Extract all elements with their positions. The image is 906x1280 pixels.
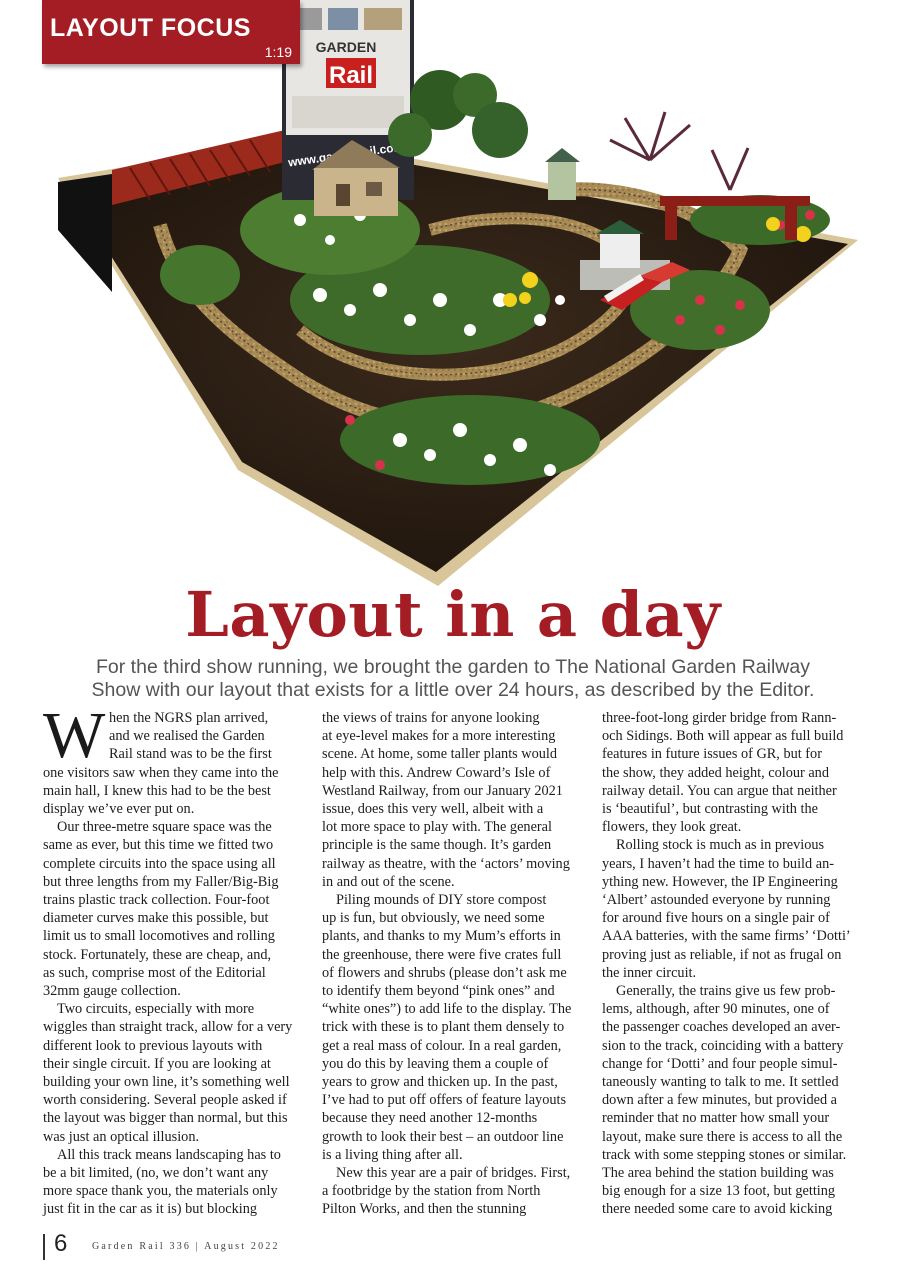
banner-title-top: GARDEN [315,39,377,55]
body-text-line: ‘Albert’ astounded everyone by running [602,892,831,909]
body-text-line: the show, they added height, colour and [602,764,829,781]
body-text-line: stock. Fortunately, these are cheap, and, [43,946,272,963]
body-text-line: be a bit limited, (no, we don’t want any [43,1165,269,1182]
standfirst-line: For the third show running, we brought the garden to The National Garden Railway [96,656,810,678]
body-text-line: is ‘beautiful’, but contrasting with the [602,801,818,818]
body-text-line: get a real mass of colour. In a real garden, [322,1037,562,1054]
body-text-line: display we’ve ever put on. [43,801,195,818]
page-number: 6 [54,1230,68,1257]
body-text-line: a footbridge by the station from North [322,1183,541,1200]
body-text-line: “white ones”) to add life to the display. The [322,1001,572,1018]
body-text-line: years, I haven’t had the time to build an- [602,855,834,872]
body-text-line: just fit in the car as it is) but blocking [43,1201,258,1218]
body-text-line: Pilton Works, and then the stunning [322,1201,527,1218]
body-text-line: in and out of the scene. [322,873,455,890]
body-column-3 [602,709,864,1219]
body-text-line: the views of trains for anyone looking [322,710,540,726]
body-text-line: Our three-metre square space was the [57,819,272,836]
layout-photo [0,0,906,590]
body-text-line: building your own line, it’s something well [43,1074,290,1091]
body-text-line: same as ever, but this time we fitted two [43,837,274,854]
body-text-line: worth considering. Several people asked if [43,1092,287,1109]
body-column-2 [322,709,584,1219]
body-text-line: issue, does this very well, albeit with a [322,801,544,818]
footer-issue: Garden Rail 336 | August 2022 [92,1241,280,1252]
folio-divider [43,1234,45,1260]
body-text-line: principle is the same though. It’s garden [322,837,552,854]
body-text-line: railway as theatre, with the ‘actors’ moving [322,855,570,872]
body-text-line: as such, comprise most of the Editorial [43,964,266,981]
body-text-line: wiggles than straight track, allow for a very [43,1019,293,1036]
body-text-line: more space thank you, the materials only [43,1183,278,1200]
body-text-line: plants, and thanks to my Mum’s efforts in [322,928,561,945]
body-text-line: years to grow and thicken up. In the past, [322,1074,558,1091]
body-text-line: trick with these is to plant them densely to [322,1019,565,1036]
body-text-line: railway detail. You can argue that neither [602,782,837,799]
body-text-line: sion to the track, coinciding with a battery [602,1037,844,1054]
body-text-line: layout, make sure there is access to all the [602,1128,843,1145]
body-text-line: hen the NGRS plan arrived, [109,710,269,726]
body-text-line: help with this. Andrew Coward’s Isle of [322,764,551,781]
body-text-line: flowers, they look great. [602,819,742,836]
body-text-line: because they need another 12-months [322,1110,538,1127]
body-text-line: Piling mounds of DIY store compost [336,892,547,909]
body-column-1 [43,709,305,1219]
body-text-line: New this year are a pair of bridges. First, [336,1165,571,1182]
body-text-line: was just an optical illusion. [43,1128,200,1145]
body-text-line: the greenhouse, there were five crates full [322,946,562,963]
body-text-line: you do this by leaving them a couple of [322,1055,549,1072]
standfirst [30,656,876,702]
body-text-line: I’ve had to put off offers of feature layouts [322,1092,567,1109]
body-text-line: the inner circuit. [602,964,697,981]
section-tab [42,0,300,64]
body-text-line: there needed some care to avoid kicking [602,1201,833,1218]
body-text-line: trains plastic track collection. Four-foot [43,892,270,909]
body-text-line: is a living thing after all. [322,1146,463,1163]
body-text-line: their single circuit. If you are looking at [43,1055,271,1072]
body-text-line: track with some stepping stones or similar. [602,1146,847,1163]
body-text-line: AAA batteries, with the same firms’ ‘Dotti’ [602,928,851,945]
body-text-line: of flowers and shrubs (please don’t ask me [322,964,567,981]
standfirst-line: Show with our layout that exists for a little over 24 hours, as described by the Editor. [91,679,815,701]
body-text-line: limit us to small locomotives and rolling [43,928,275,945]
body-text-line: All this track means landscaping has to [57,1146,281,1163]
body-text-line: lot more space to play with. The general [322,819,552,836]
body-text-line: different look to previous layouts with [43,1037,263,1054]
body-text-line: lems, although, after 90 minutes, one of [602,1001,830,1018]
body-text-line: the passenger coaches developed an aver- [602,1019,841,1036]
body-text-line: for around five hours on a single pair of [602,910,830,927]
body-text-line: diameter curves make this possible, but [43,910,269,927]
body-text-line: growth to look their best – an outdoor line [322,1128,564,1145]
black-panel [58,174,112,292]
body-text-line: Two circuits, especially with more [57,1001,255,1018]
body-text-line: och Sidings. Both will appear as full build [602,728,844,745]
body-text-line: complete circuits into the space using all [43,855,276,872]
section-time: 1:19 [264,44,292,60]
drop-cap: W [43,699,106,772]
body-text-line: up is fun, but obviously, we need some [322,910,545,927]
body-text-line: one visitors saw when they came into the [43,764,279,781]
body-text-line: reminder that no matter how small your [602,1110,830,1127]
body-text-line: Westland Railway, from our January 2021 [322,782,563,799]
body-text-line: big enough for a size 13 foot, but getting [602,1183,836,1200]
body-text-line: Rail stand was to be the first [109,746,272,763]
body-text-line: at eye-level makes for a more interesting [322,728,556,745]
article-title: Layout in a day [185,578,721,651]
body-text-line: scene. At home, some taller plants would [322,746,558,763]
section-title: LAYOUT FOCUS [50,14,251,42]
body-text-line: main hall, I knew this had to be the best [43,782,271,799]
body-text-line: but three lengths from my Faller/Big-Big [43,873,279,890]
body-text-line: ything new. However, the IP Engineering [602,873,838,890]
body-text-line: to identify them beyond “pink ones” and [322,983,555,1000]
body-text-line: down after a few minutes, but provided a [602,1092,838,1109]
body-text-line: Rolling stock is much as in previous [616,837,825,854]
body-text-line: 32mm gauge collection. [43,983,181,1000]
body-text-line: change for ‘Dotti’ and four people simul- [602,1055,838,1072]
body-text-line: and we realised the Garden [109,728,265,745]
body-text-line: the layout was bigger than normal, but this [43,1110,288,1127]
body-text-line: proving just as reliable, if not as frugal on [602,946,842,963]
body-text-line: The area behind the station building was [602,1165,834,1182]
body-text-line: features in future issues of GR, but for [602,746,822,763]
body-text-line: Generally, the trains give us few prob- [616,983,836,1000]
banner-title-bottom: Rail [328,62,374,89]
body-text-line: three-foot-long girder bridge from Rann- [602,710,837,726]
body-text-line: taneously wanting to talk to me. It settled [602,1074,839,1091]
